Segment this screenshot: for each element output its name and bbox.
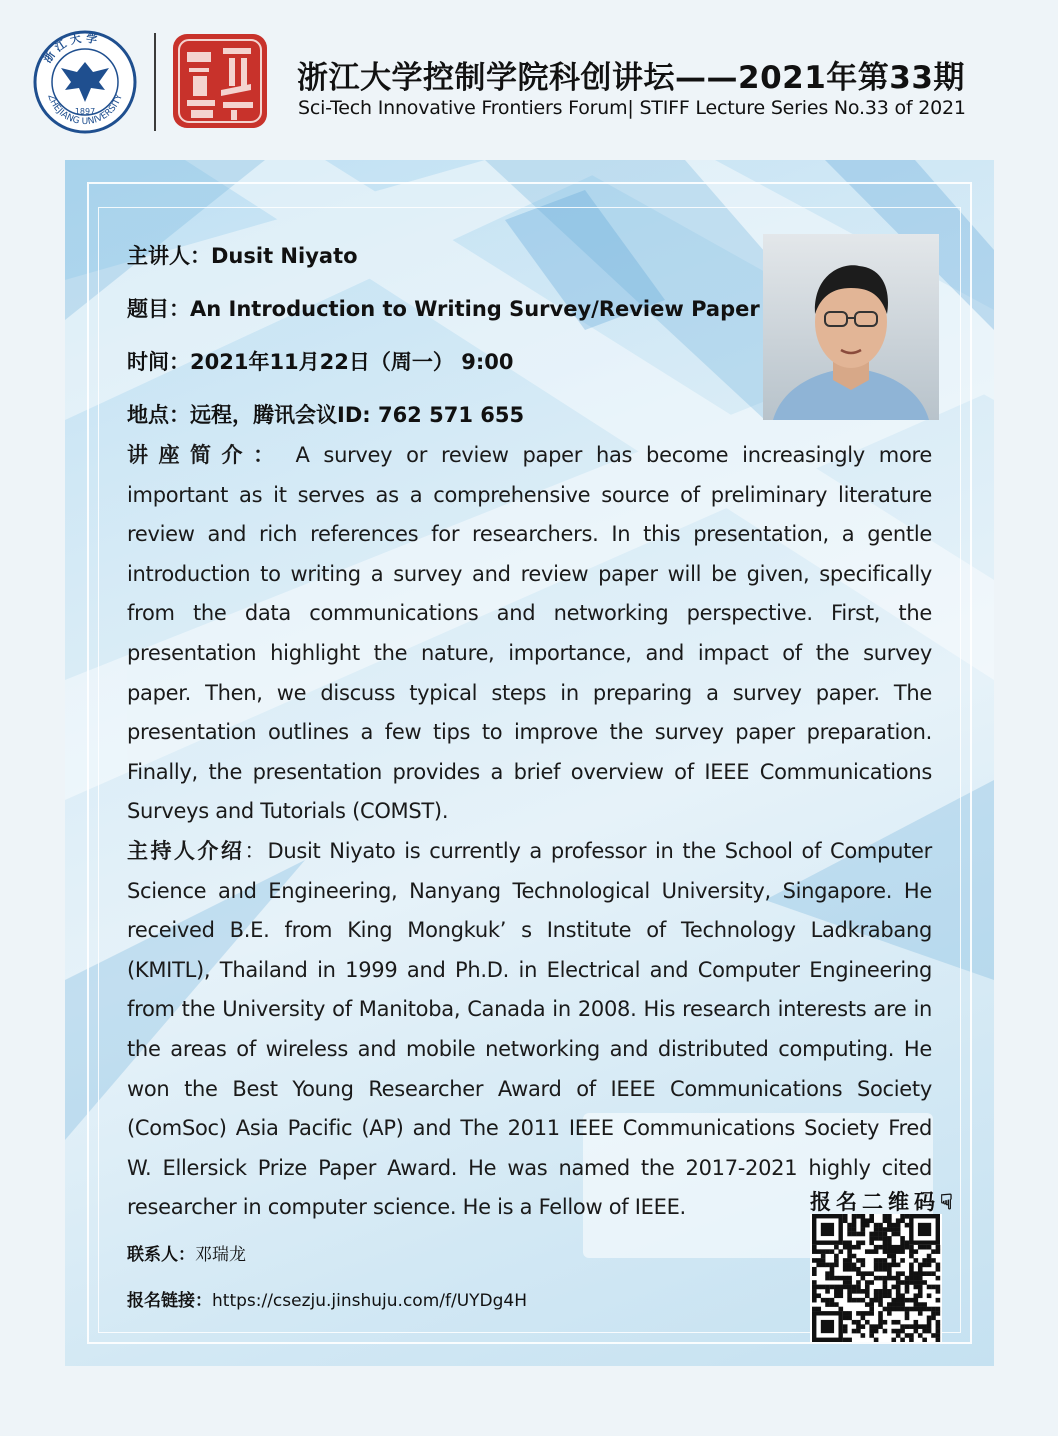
control-seal-icon (171, 32, 269, 130)
time-label: 时间： (127, 350, 190, 374)
pointing-hand-icon: ☟ (940, 1189, 953, 1214)
speaker-label: 主讲人： (127, 244, 211, 268)
logo-year: 1897 (74, 107, 96, 116)
registration-qr-code-icon[interactable] (810, 1214, 942, 1342)
venue-label: 地点： (127, 403, 190, 427)
svg-text:ZHEJIANG UNIVERSITY: ZHEJIANG UNIVERSITY (45, 93, 125, 128)
contact-label: 联系人： (127, 1245, 195, 1265)
page-title: 浙江大学控制学院科创讲坛——2021年第33期 (297, 60, 965, 96)
svg-text:浙 江 大 学: 浙 江 大 学 (40, 31, 99, 66)
page-subtitle: Sci-Tech Innovative Frontiers Forum| STIFF Lecture Series No.33 of 2021 (298, 97, 966, 119)
registration-link[interactable]: https://csezju.jinshuju.com/f/UYDg4H (212, 1291, 528, 1311)
zju-emblem-icon (33, 30, 137, 134)
abstract-paragraph (127, 436, 932, 832)
contact-name: 邓瑞龙 (195, 1245, 246, 1265)
qr-label-text: 报名二维码 (810, 1189, 940, 1214)
time-line (127, 346, 513, 376)
contact-line (127, 1240, 246, 1265)
bio-label: 主持人介绍 (127, 839, 245, 863)
registration-line (127, 1286, 527, 1311)
topic-title: An Introduction to Writing Survey/Review Paper (190, 297, 760, 321)
abstract-text: A survey or review paper has become increasingly more important as it serves as a comprehensive source of preliminary literature review and rich references for researchers. In this presentation, a gentle introduction to writing a survey and review paper will be given, specifically from the data communications and networking perspective. First, the presentation highlight the nature, importance, and impact of the survey paper. Then, we discuss typical steps in preparing a survey paper. The presentation outlines a few tips to improve the survey paper preparation. Finally, the presentation provides a brief overview of IEEE Communications Surveys and Tutorials (COMST). (127, 443, 932, 824)
venue-value: 远程，腾讯会议ID: 762 571 655 (190, 403, 525, 427)
topic-line (127, 293, 760, 323)
qr-label (810, 1186, 953, 1216)
bio-separator: ： (244, 839, 268, 863)
speaker-line (127, 240, 358, 270)
registration-label: 报名链接： (127, 1291, 212, 1311)
abstract-separator: ： (253, 443, 282, 467)
venue-line (127, 399, 524, 429)
bio-text: Dusit Niyato is currently a professor in the School of Computer Science and Engineering, Nanyang Technological University, Singapore. He received B.E. from King Mongkuk’ s Institute of Technology Ladkrabang (KMITL), Thailand in 1999 and Ph.D. in Electrical and Computer Engineering from the University of Manitoba, Canada in 2008. His research interests are in the areas of wireless and mobile networking and distributed computing. He won the Best Young Researcher Award of IEEE Communications Society (ComSoc) Asia Pacific (AP) and The 2011 IEEE Communications Society Fred W. Ellersick Prize Paper Award. He was named the 2017-2021 highly cited researcher in computer science. He is a Fellow of IEEE. (127, 839, 933, 1220)
abstract-label: 讲座简介 (127, 443, 254, 467)
topic-label: 题目： (127, 297, 190, 321)
bio-paragraph (127, 832, 932, 1228)
time-value: 2021年11月22日（周一） 9:00 (190, 350, 514, 374)
speaker-name: Dusit Niyato (211, 244, 358, 268)
header (0, 0, 1058, 160)
header-divider (154, 33, 156, 131)
speaker-photo (763, 234, 939, 420)
